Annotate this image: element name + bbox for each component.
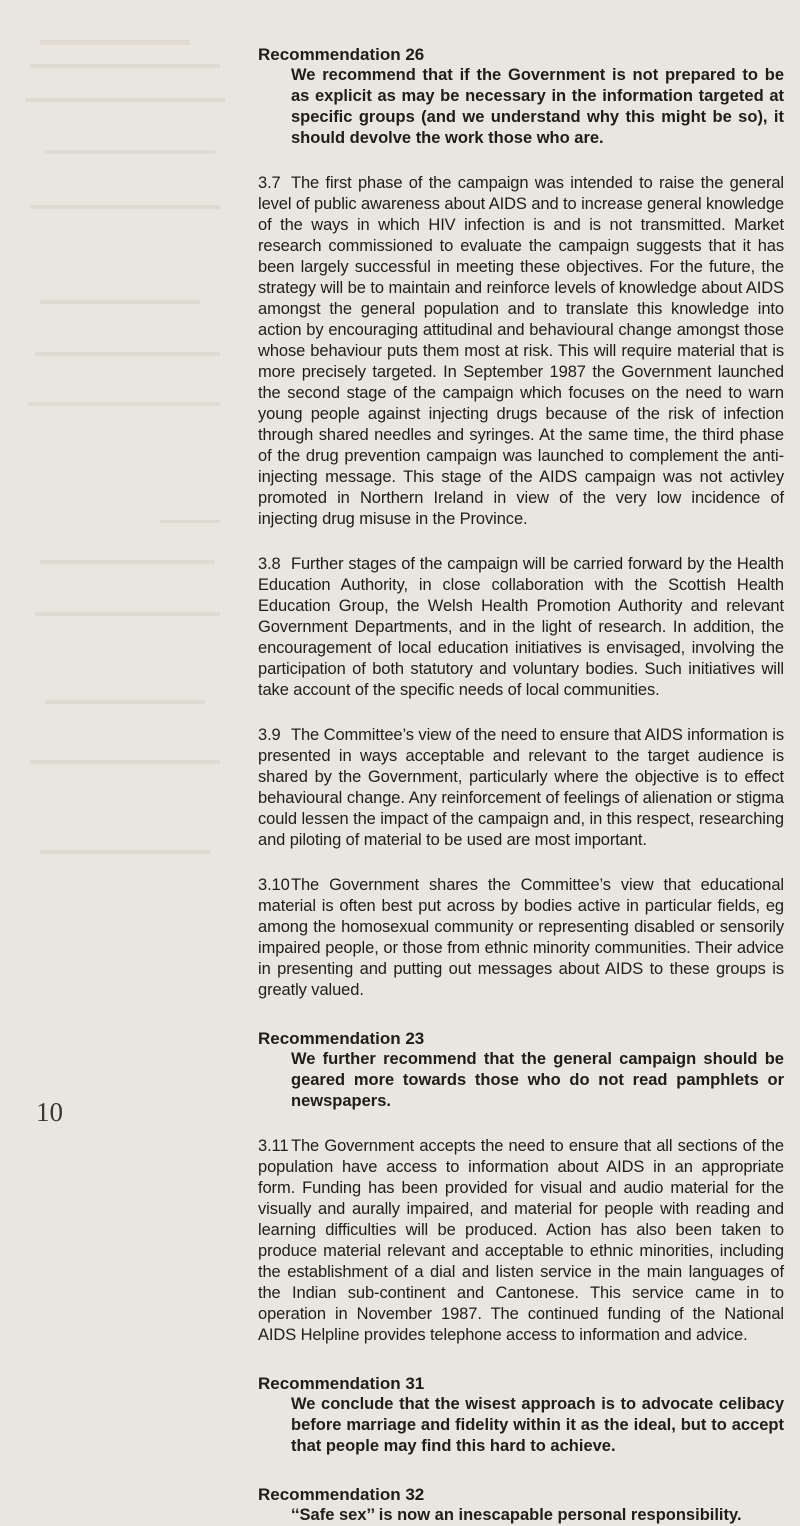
paragraph-3-7	[258, 173, 784, 530]
recommendation-text: We recommend that if the Government is not prepared to be as explicit as may be necessary in the information targeted at specific groups (and we understand why this might be so), it should devolve the work those who are.	[291, 66, 784, 147]
recommendation-text: We further recommend that the general campaign should be geared more towards those who do not read pamphlets or newspapers.	[291, 1050, 784, 1110]
paragraph-number: 3.9	[258, 726, 281, 744]
recommendation-32	[258, 1484, 784, 1526]
paragraph-text: The Committee’s view of the need to ensure that AIDS information is presented in ways acceptable and relevant to the target audience is shared by the Government, particularly where the objective is to effect behavioural change. Any reinforcement of feelings of alienation or stigma could lessen the impact of the campaign and, in this respect, researching and piloting of material to be used are most important.	[258, 726, 784, 849]
recommendation-23	[258, 1028, 784, 1112]
recommendation-26	[258, 44, 784, 149]
paragraph-number: 3.10	[258, 876, 290, 894]
recommendation-heading: Recommendation 31	[258, 1374, 425, 1393]
recommendation-text: ‘‘Safe sex’’ is now an inescapable personal responsibility.	[291, 1506, 742, 1524]
recommendation-text: We conclude that the wisest approach is to advocate celibacy before marriage and fidelity within it as the ideal, but to accept that people may find this hard to achieve.	[291, 1395, 784, 1455]
paragraph-number: 3.11	[258, 1137, 289, 1155]
paragraph-number: 3.7	[258, 174, 281, 192]
paragraph-text: Further stages of the campaign will be carried forward by the Health Education Authority, in close collaboration with the Scottish Health Education Group, the Welsh Health Promotion Authority and relevant Government Departments, and in the light of research. In addition, the encouragement of local education initiatives is envisaged, involving the participation of both statutory and voluntary bodies. Such initiatives will take account of the specific needs of local communities.	[258, 555, 784, 699]
recommendation-heading: Recommendation 32	[258, 1485, 425, 1504]
recommendation-heading: Recommendation 26	[258, 45, 425, 64]
paragraph-3-11	[258, 1136, 784, 1346]
page-number: 10	[36, 1097, 63, 1127]
paragraph-3-10	[258, 875, 784, 1001]
paragraph-text: The Government accepts the need to ensure that all sections of the population have access to information about AIDS in an appropriate form. Funding has been provided for visual and audio material for the visually and aurally impaired, and material for people with reading and learning difficulties will be produced. Action has also been taken to produce material relevant and acceptable to ethnic minorities, including the establishment of a dial and listen service in the main languages of the Indian sub-continent and Cantonese. This service came in to operation in November 1987. The continued funding of the National AIDS Helpline provides telephone access to information and advice.	[258, 1137, 784, 1344]
document-body	[258, 44, 784, 1526]
paragraph-3-9	[258, 725, 784, 851]
recommendation-heading: Recommendation 23	[258, 1029, 425, 1048]
paragraph-text: The first phase of the campaign was intended to raise the general level of public awareness about AIDS and to increase general knowledge of the ways in which HIV infection is and is not transmitted. Market research commissioned to evaluate the campaign suggests that it has been largely successful in meeting these objectives. For the future, the strategy will be to maintain and reinforce levels of knowledge about AIDS amongst the general population and to translate this knowledge into action by encouraging attitudinal and behavioural change amongst those whose behaviour puts them most at risk. This will require material that is more precisely targeted. In September 1987 the Government launched the second stage of the campaign which focuses on the need to warn young people against injecting drugs because of the risk of infection through shared needles and syringes. At the same time, the third phase of the drug prevention campaign was launched to complement the anti-injecting message. This stage of the AIDS campaign was not activley promoted in Northern Ireland in view of the very low incidence of injecting drug misuse in the Province.	[258, 174, 784, 528]
paragraph-text: The Government shares the Committee’s view that educational material is often best put across by bodies active in particular fields, eg among the homosexual community or representing disabled or sensorily impaired people, or those from ethnic minority communities. Their advice in presenting and putting out messages about AIDS to these groups is greatly valued.	[258, 876, 784, 999]
paragraph-3-8	[258, 554, 784, 701]
paragraph-number: 3.8	[258, 555, 281, 573]
recommendation-31	[258, 1373, 784, 1457]
